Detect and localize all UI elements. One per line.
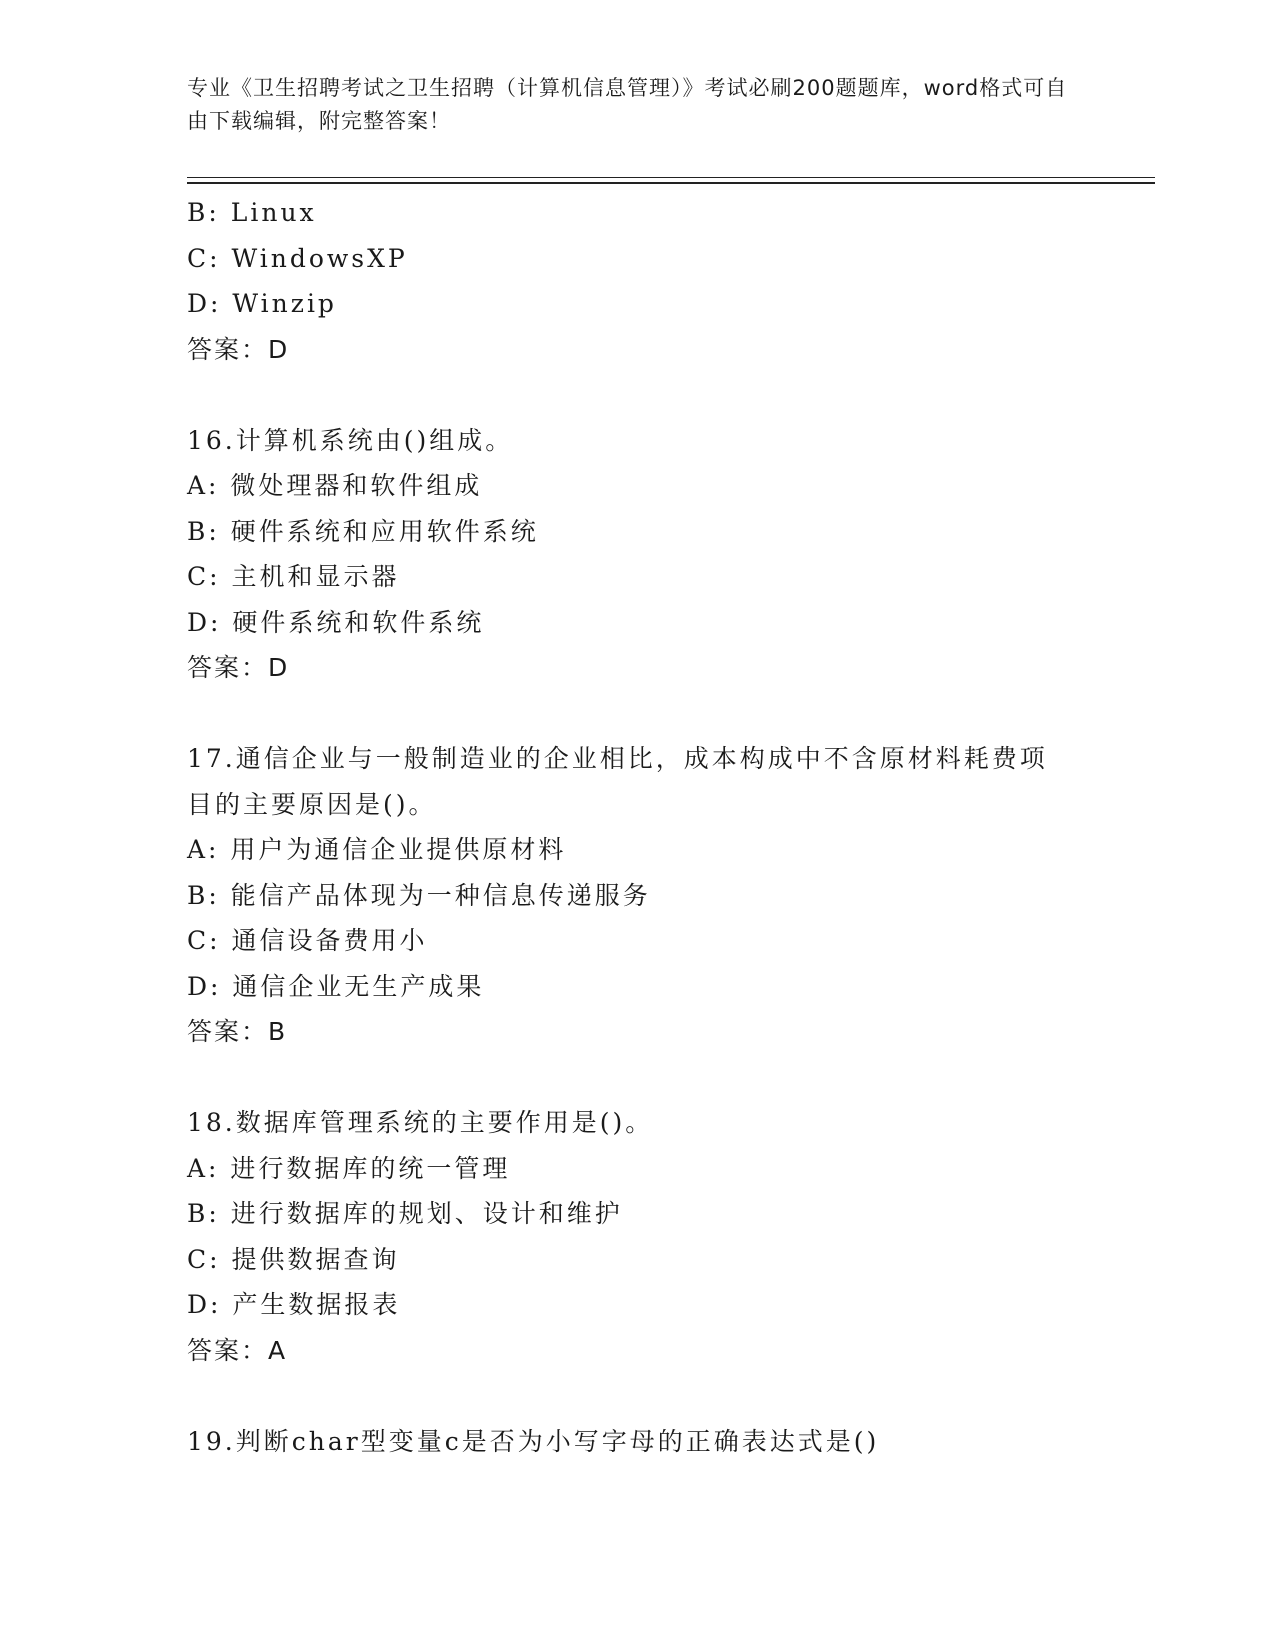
option-b: B: Linux (187, 198, 317, 227)
option-b: B: 能信产品体现为一种信息传递服务 (187, 880, 651, 910)
spacer (187, 1373, 1087, 1419)
document-header: 专业《卫生招聘考试之卫生招聘（计算机信息管理）》考试必刷200题题库，word格式可自由下载编辑，附完整答案！ (187, 76, 1068, 133)
answer-label: 答案：B (187, 1017, 288, 1046)
spacer (187, 691, 1087, 737)
option-b: B: 硬件系统和应用软件系统 (187, 516, 539, 546)
question-19 (187, 1419, 1087, 1465)
answer-label: 答案：D (187, 653, 290, 682)
option-d: D: 硬件系统和软件系统 (187, 607, 485, 637)
option-a: A: 微处理器和软件组成 (187, 471, 483, 500)
question-stem: 16.计算机系统由()组成。 (187, 425, 514, 455)
question-15-fragment (187, 190, 1087, 372)
answer-label: 答案：A (187, 1335, 288, 1365)
question-content (187, 190, 1087, 1464)
option-d: D: Winzip (187, 289, 337, 318)
spacer (187, 1055, 1087, 1101)
question-stem: 18.数据库管理系统的主要作用是()。 (187, 1108, 654, 1137)
option-c: C: WindowsXP (187, 243, 408, 273)
question-17 (187, 736, 1087, 1055)
option-d: D: 通信企业无生产成果 (187, 971, 485, 1001)
option-a: A: 进行数据库的统一管理 (187, 1153, 511, 1183)
option-c: C: 提供数据查询 (187, 1244, 400, 1274)
question-16 (187, 418, 1087, 691)
option-a: A: 用户为通信企业提供原材料 (187, 835, 567, 864)
answer-label: 答案：D (187, 334, 290, 364)
option-c: C: 主机和显示器 (187, 562, 400, 591)
question-stem: 17.通信企业与一般制造业的企业相比，成本构成中不含原材料耗费项目的主要原因是()。 (187, 744, 1048, 819)
question-18 (187, 1100, 1087, 1373)
spacer (187, 372, 1087, 418)
question-stem: 19.判断char型变量c是否为小写字母的正确表达式是() (187, 1426, 880, 1456)
header-rule-thick (187, 182, 1155, 184)
option-c: C: 通信设备费用小 (187, 926, 428, 955)
header-rule-thin (187, 177, 1155, 178)
option-b: B: 进行数据库的规划、设计和维护 (187, 1199, 623, 1228)
option-d: D: 产生数据报表 (187, 1290, 401, 1319)
